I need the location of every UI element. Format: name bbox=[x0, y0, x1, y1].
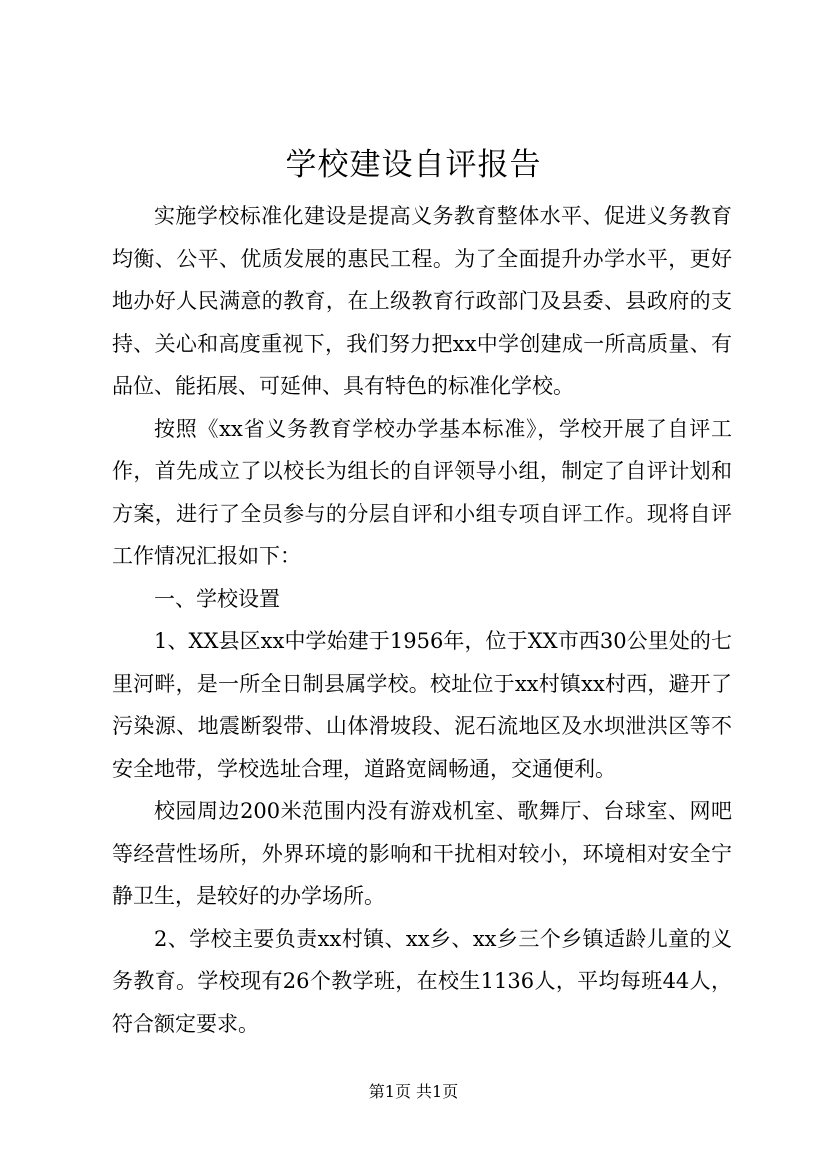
document-title: 学校建设自评报告 bbox=[285, 147, 542, 183]
document-body bbox=[112, 195, 732, 1045]
paragraph-standard: 按照《xx省义务教育学校办学基本标准》，学校开展了自评工作，首先成立了以校长为组长的自评领导小组，制定了自评计划和方案，进行了全员参与的分层自评和小组专项自评工作。现将自评工作情况汇报如下： bbox=[112, 416, 732, 568]
paragraph-surroundings: 校园周边200米范围内没有游戏机室、歌舞厅、台球室、网吧等经营性场所，外界环境的影响和干扰相对较小，环境相对安全宁静卫生，是较好的办学场所。 bbox=[112, 799, 732, 908]
section-heading-school-setup: 一、学校设置 bbox=[154, 586, 280, 611]
page-number: 第1页 共1页 bbox=[368, 1082, 459, 1101]
paragraph-enrollment: 2、学校主要负责xx村镇、xx乡、xx乡三个乡镇适龄儿童的义务教育。学校现有26个教学班，在校生1136人，平均每班44人，符合额定要求。 bbox=[112, 926, 732, 1036]
paragraph-location: 1、XX县区xx中学始建于1956年，位于XX市西30公里处的七里河畔，是一所全日制县属学校。校址位于xx村镇xx村西，避开了污染源、地震断裂带、山体滑坡段、泥石流地区及水坝泄洪区等不安全地带，学校选址合理，道路宽阔畅通，交通便利。 bbox=[112, 629, 732, 781]
paragraph-intro: 实施学校标准化建设是提高义务教育整体水平、促进义务教育均衡、公平、优质发展的惠民工程。为了全面提升办学水平，更好地办好人民满意的教育，在上级教育行政部门及县委、县政府的支持、关心和高度重视下，我们努力把xx中学创建成一所高质量、有品位、能拓展、可延伸、具有特色的标准化学校。 bbox=[112, 204, 732, 398]
